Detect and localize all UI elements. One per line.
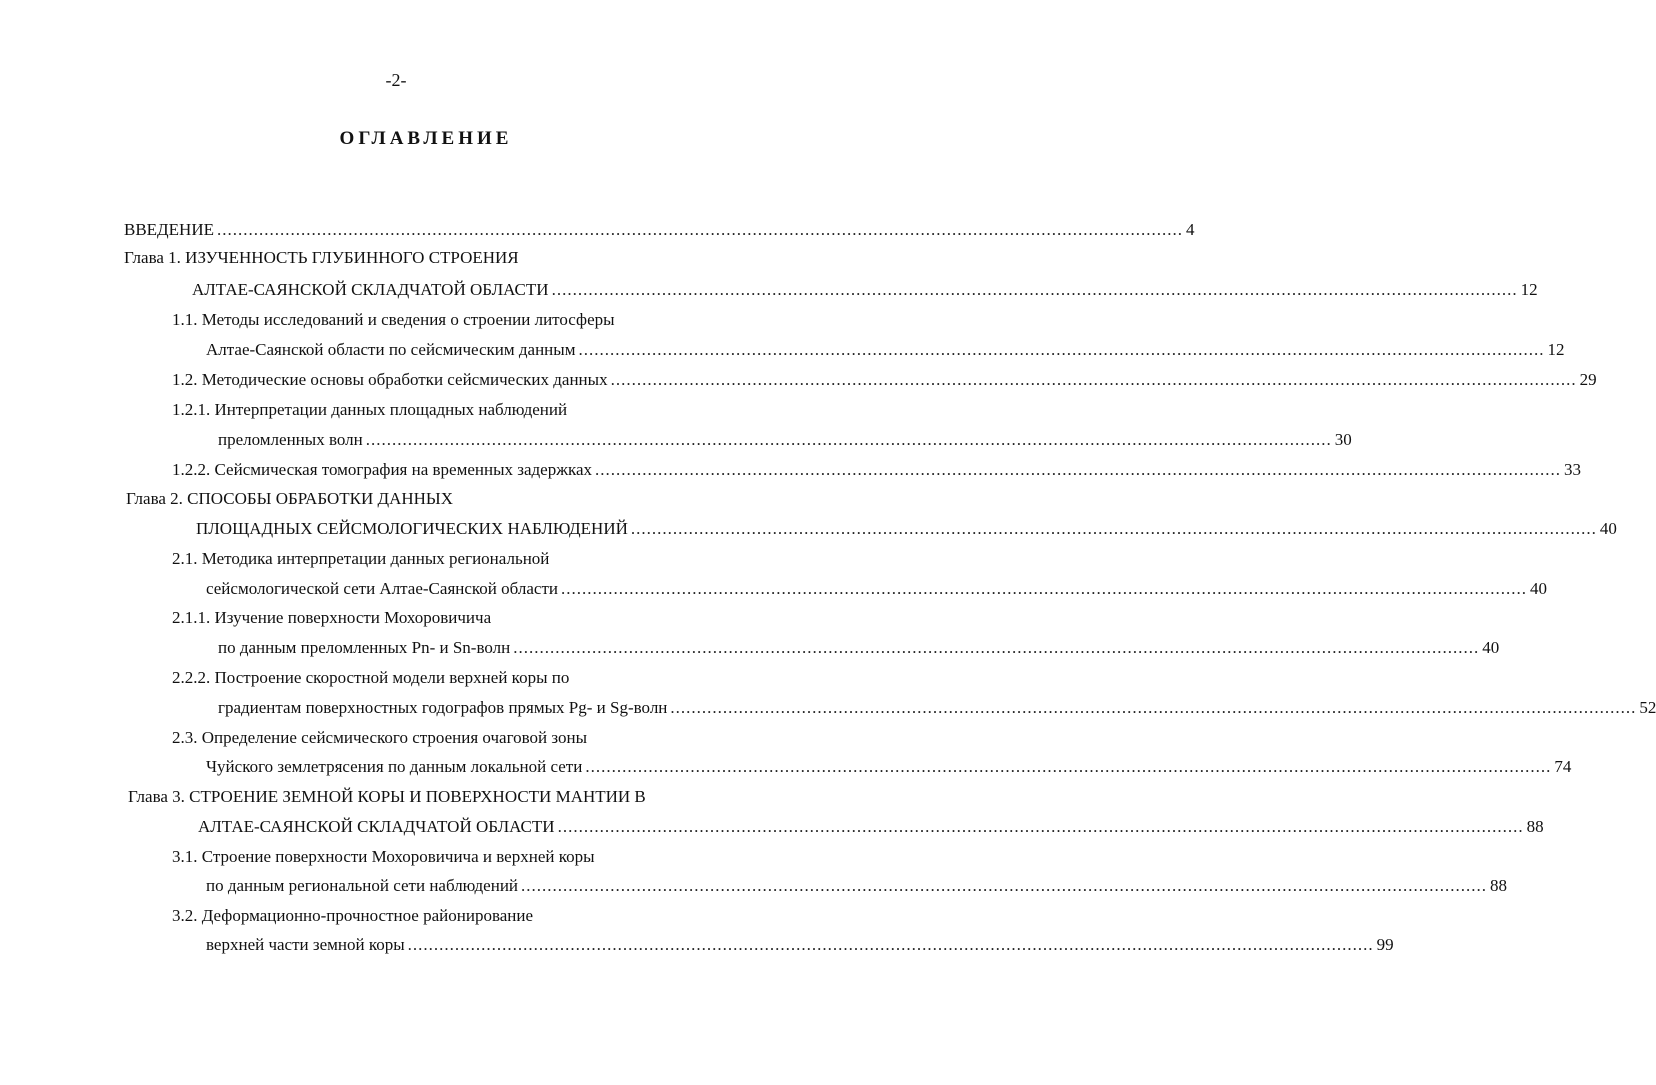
toc-entry-page: 40	[1482, 638, 1500, 657]
toc-leader-dots: ........................................................................................................................................................................................	[585, 757, 1552, 776]
toc-chapter-1-heading: Глава 1. ИЗУЧЕННОСТЬ ГЛУБИННОГО СТРОЕНИЯ	[124, 248, 519, 267]
toc-entry-text: ПЛОЩАДНЫХ СЕЙСМОЛОГИЧЕСКИХ НАБЛЮДЕНИЙ	[196, 519, 628, 538]
toc-section-1-1-entry	[206, 338, 1565, 362]
toc-leader-dots: ........................................................................................................................................................................................	[365, 430, 1332, 449]
toc-section-2-1-1-heading: 2.1.1. Изучение поверхности Мохоровичича	[172, 608, 492, 627]
toc-section-3-2-heading: 3.2. Деформационно-прочностное районирование	[172, 906, 534, 925]
toc-leader-dots: ........................................................................................................................................................................................	[407, 935, 1374, 954]
toc-entry-page: 4	[1185, 220, 1195, 239]
toc-chapter-3-heading: Глава 3. СТРОЕНИЕ ЗЕМНОЙ КОРЫ И ПОВЕРХНОСТИ МАНТИИ В	[128, 787, 646, 806]
toc-entry-page: 99	[1376, 935, 1394, 954]
toc-entry-page: 40	[1529, 579, 1547, 598]
toc-leader-dots: ........................................................................................................................................................................................	[610, 370, 1577, 389]
toc-leader-dots: ........................................................................................................................................................................................	[551, 280, 1518, 299]
toc-entry-introduction	[124, 218, 1195, 242]
toc-section-2-2-2-entry	[218, 696, 1656, 720]
toc-section-3-1-entry	[206, 874, 1508, 898]
toc-entry-page: 52	[1639, 698, 1656, 717]
toc-chapter-3-entry	[198, 815, 1544, 839]
toc-section-2-2-2-heading: 2.2.2. Построение скоростной модели верхней коры по	[172, 668, 570, 687]
toc-section-2-1-entry	[206, 577, 1547, 601]
toc-leader-dots: ........................................................................................................................................................................................	[216, 220, 1183, 239]
toc-section-2-3-heading: 2.3. Определение сейсмического строения очаговой зоны	[172, 728, 588, 747]
toc-section-2-1-1-entry	[218, 636, 1500, 660]
toc-leader-dots: ........................................................................................................................................................................................	[630, 519, 1597, 538]
toc-entry-text: 1.2. Методические основы обработки сейсмических данных	[172, 370, 608, 389]
toc-section-1-2-1-entry	[218, 428, 1352, 452]
toc-entry-text: АЛТАЕ-САЯНСКОЙ СКЛАДЧАТОЙ ОБЛАСТИ	[198, 817, 555, 836]
toc-section-1-2-entry	[172, 368, 1597, 392]
toc-entry-page: 29	[1579, 370, 1597, 389]
toc-entry-page: 33	[1564, 460, 1581, 479]
toc-entry-page: 88	[1526, 817, 1544, 836]
toc-section-3-2-entry	[206, 933, 1394, 957]
toc-entry-text: преломленных волн	[218, 430, 363, 449]
toc-leader-dots: ........................................................................................................................................................................................	[521, 876, 1488, 895]
toc-section-1-1-heading: 1.1. Методы исследований и сведения о строении литосферы	[172, 310, 615, 329]
toc-leader-dots: ........................................................................................................................................................................................	[578, 340, 1545, 359]
toc-entry-text: 1.2.2. Сейсмическая томография на временных задержках	[172, 460, 592, 479]
toc-entry-text: верхней части земной коры	[206, 935, 405, 954]
toc-entry-text: по данным региональной сети наблюдений	[206, 876, 519, 895]
toc-section-1-2-2-entry	[172, 458, 1581, 482]
toc-chapter-2-entry	[196, 517, 1617, 541]
toc-entry-text: ВВЕДЕНИЕ	[124, 220, 214, 239]
toc-leader-dots: ........................................................................................................................................................................................	[560, 579, 1527, 598]
toc-entry-page: 30	[1334, 430, 1352, 449]
toc-section-2-3-entry	[206, 755, 1572, 779]
toc-section-2-1-heading: 2.1. Методика интерпретации данных региональной	[172, 549, 550, 568]
toc-leader-dots: ........................................................................................................................................................................................	[595, 460, 1561, 479]
toc-entry-page: 40	[1599, 519, 1617, 538]
toc-entry-page: 12	[1547, 340, 1565, 359]
page-number: -2-	[385, 70, 407, 90]
toc-leader-dots: ........................................................................................................................................................................................	[670, 698, 1637, 717]
toc-entry-text: сейсмологической сети Алтае-Саянской области	[206, 579, 558, 598]
toc-entry-text: АЛТАЕ-САЯНСКОЙ СКЛАДЧАТОЙ ОБЛАСТИ	[192, 280, 549, 299]
toc-chapter-1-entry	[192, 278, 1538, 302]
toc-entry-page: 12	[1520, 280, 1538, 299]
toc-chapter-2-heading: Глава 2. СПОСОБЫ ОБРАБОТКИ ДАННЫХ	[126, 489, 454, 508]
page-title: ОГЛАВЛЕНИЕ	[339, 128, 513, 149]
toc-section-3-1-heading: 3.1. Строение поверхности Мохоровичича и верхней коры	[172, 847, 595, 866]
toc-entry-text: градиентам поверхностных годографов прямых Pg- и Sg-волн	[218, 698, 668, 717]
toc-leader-dots: ........................................................................................................................................................................................	[557, 817, 1524, 836]
toc-entry-page: 74	[1554, 757, 1572, 776]
toc-entry-text: Алтае-Саянской области по сейсмическим данным	[206, 340, 576, 359]
toc-entry-text: по данным преломленных Pn- и Sn-волн	[218, 638, 511, 657]
toc-leader-dots: ........................................................................................................................................................................................	[513, 638, 1480, 657]
toc-entry-page: 88	[1490, 876, 1508, 895]
toc-entry-text: Чуйского землетрясения по данным локальной сети	[206, 757, 583, 776]
toc-section-1-2-1-heading: 1.2.1. Интерпретации данных площадных наблюдений	[172, 400, 568, 419]
